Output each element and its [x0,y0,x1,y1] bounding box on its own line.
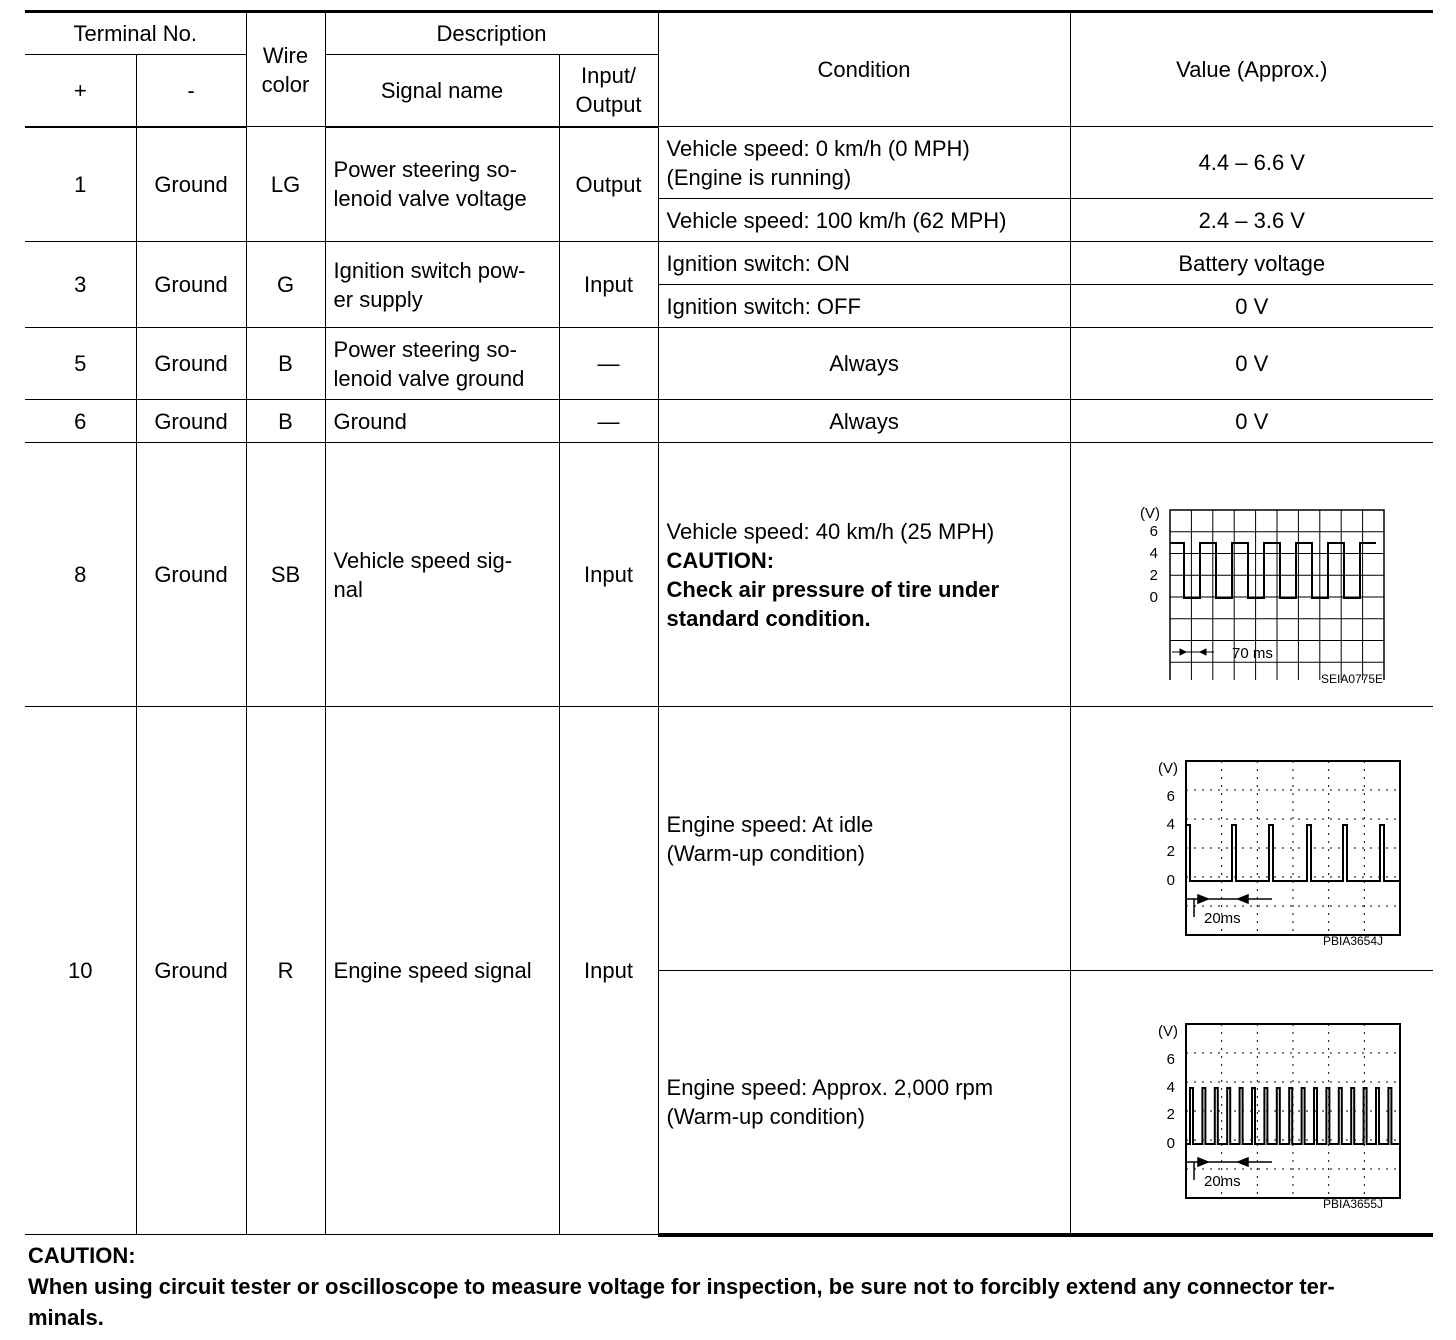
signal-name: Engine speed signal [325,707,559,1235]
value: 4.4 – 6.6 V [1070,127,1433,199]
value: Battery voltage [1070,242,1433,285]
value-header: Value (Approx.) [1070,12,1433,127]
condition: Always [658,328,1070,400]
wire-color: LG [246,127,325,242]
condition: Vehicle speed: 0 km/h (0 MPH) (Engine is running) [658,127,1070,199]
input-output: Input [559,707,658,1235]
terminal-plus: 5 [25,328,136,400]
waveform-trace [1170,543,1376,598]
figure-id: PBIA3655J [1322,1196,1384,1211]
header-row-1 [25,12,1433,55]
input-output: Input [559,242,658,328]
table-row [25,400,1433,443]
table-row [25,443,1433,707]
y-tick: 6 [1166,787,1175,805]
value: 0 V [1070,328,1433,400]
y-tick: 6 [1149,522,1158,540]
period-label: 20ms [1203,909,1241,927]
condition-caution-title: CAUTION: [666,547,775,573]
plus-header: + [25,55,136,127]
terminal-plus: 3 [25,242,136,328]
y-tick: 0 [1166,1134,1175,1152]
signal-name-header: Signal name [325,55,559,127]
condition: Vehicle speed: 100 km/h (62 MPH) [658,199,1070,242]
y-tick: 0 [1166,871,1175,889]
condition: Engine speed: At idle (Warm-up condition) [658,707,1070,971]
caution-title: CAUTION: [28,1243,136,1268]
y-tick: 4 [1149,544,1158,562]
minus-header: - [136,55,246,127]
period-label: 20ms [1203,1172,1241,1190]
signal-name: Vehicle speed sig- nal [325,443,559,707]
input-output: Input [559,443,658,707]
table-row [25,127,1433,199]
y-tick: 2 [1149,566,1158,584]
waveform-trace [1186,1088,1400,1144]
terminal-minus: Ground [136,707,246,1235]
waveform-unit: (V) [1139,504,1160,522]
wire-color: G [246,242,325,328]
condition: Ignition switch: OFF [658,285,1070,328]
value: 0 V [1070,285,1433,328]
oscilloscope-grid [1170,510,1384,680]
signal-name: Ground [325,400,559,443]
terminal-spec-table [25,10,1433,1237]
y-tick: 4 [1166,815,1175,833]
figure-id: PBIA3654J [1322,934,1384,948]
wire-color: SB [246,443,325,707]
value [1070,971,1433,1235]
oscilloscope-grid [1186,761,1400,935]
wire-color: B [246,400,325,443]
value: 0 V [1070,400,1433,443]
terminal-plus: 6 [25,400,136,443]
condition-header: Condition [658,12,1070,127]
period-marker [1172,649,1214,655]
caution-note [28,1240,1433,1333]
waveform-engine-idle [1102,739,1402,939]
terminal-minus: Ground [136,328,246,400]
waveform-unit: (V) [1157,1022,1178,1040]
figure-id: SEIA0775E [1320,672,1384,686]
condition: Ignition switch: ON [658,242,1070,285]
waveform-unit: (V) [1157,759,1178,777]
input-output: — [559,400,658,443]
terminal-minus: Ground [136,400,246,443]
input-output: — [559,328,658,400]
table-row [25,328,1433,400]
signal-name: Power steering so- lenoid valve ground [325,328,559,400]
wire-color: R [246,707,325,1235]
caution-text-line-1: When using circuit tester or oscilloscope to measure voltage for inspection, be sure not to forcibly extend any connector ter- [28,1274,1335,1299]
value: 2.4 – 3.6 V [1070,199,1433,242]
description-header: Description [325,12,658,55]
y-tick: 2 [1166,842,1175,860]
signal-name: Ignition switch pow- er supply [325,242,559,328]
y-tick: 6 [1166,1050,1175,1068]
terminal-minus: Ground [136,127,246,242]
terminal-minus: Ground [136,443,246,707]
terminal-plus: 8 [25,443,136,707]
condition: Engine speed: Approx. 2,000 rpm (Warm-up condition) [658,971,1070,1235]
caution-text-line-2: minals. [28,1305,104,1330]
terminal-plus: 1 [25,127,136,242]
value [1070,707,1433,971]
y-tick: 4 [1166,1078,1175,1096]
condition: Always [658,400,1070,443]
terminal-no-header: Terminal No. [25,12,246,55]
signal-name: Power steering so- lenoid valve voltage [325,127,559,242]
wire-color: B [246,328,325,400]
condition: Vehicle speed: 40 km/h (25 MPH) CAUTION: Check air pressure of tire under standard condition. [658,443,1070,707]
input-output: Output [559,127,658,242]
terminal-minus: Ground [136,242,246,328]
y-tick: 0 [1149,588,1158,606]
terminal-plus: 10 [25,707,136,1235]
table-row [25,707,1433,971]
y-tick: 2 [1166,1105,1175,1123]
waveform-engine-2000rpm [1102,1002,1402,1202]
period-label: 70 ms [1231,644,1273,662]
value [1070,443,1433,707]
wire-color-header: Wire color [246,12,325,127]
waveform-vehicle-speed [1102,470,1402,680]
table-row [25,242,1433,285]
io-header: Input/ Output [559,55,658,127]
